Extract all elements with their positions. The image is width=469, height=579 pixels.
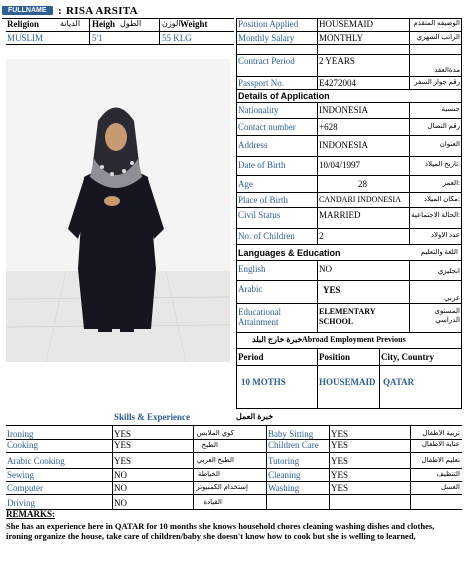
- job-ar-0: الوضيفه المتقدم: [413, 20, 460, 27]
- fullname-tag: FULLNAME: [2, 6, 53, 15]
- job-value-2: 2 YEARS: [319, 57, 355, 66]
- skill-left-label-2: Arabic Cooking: [7, 457, 65, 466]
- skill-right-label-1: Children Care: [268, 441, 319, 450]
- skill-left-label-1: Cooking: [7, 441, 39, 450]
- skill-left-value-4: NO: [114, 484, 127, 493]
- skill-right-value-4: YES: [331, 484, 349, 493]
- skill-left-ar-3: الخياطة: [197, 471, 220, 478]
- skill-right-value-2: YES: [331, 457, 349, 466]
- detail-ar-4: العمر:: [442, 180, 460, 187]
- skill-right-label-0: Baby Sitting: [268, 430, 314, 439]
- lang-value-2: ELEMENTARY SCHOOL: [319, 307, 376, 326]
- detail-label-7: No. of Children: [238, 232, 295, 241]
- applicant-photo: [6, 59, 230, 362]
- lang-ar-0: انجليزي: [437, 268, 460, 275]
- job-ar-2: مدةالعقد: [434, 67, 460, 74]
- skill-left-ar-5: القيادة: [203, 499, 222, 506]
- skill-left-value-2: YES: [114, 457, 132, 466]
- religion-value: MUSLIM: [7, 34, 44, 43]
- detail-value-2: INDONESIA: [319, 141, 368, 150]
- job-ar-3: رقم جواز السفر: [414, 79, 460, 86]
- skill-right-ar-2: تعليم الأطفال: [421, 457, 460, 464]
- detail-value-7: 2: [319, 232, 324, 241]
- height-ar: الطول: [120, 20, 142, 28]
- weight-value: 55 KLG: [162, 34, 192, 43]
- lang-value-1: YES: [323, 286, 341, 295]
- lang-label-1: Arabic: [238, 285, 263, 294]
- header-line: [2, 18, 234, 19]
- lang-label-0: English: [238, 265, 266, 274]
- detail-ar-3: تاريخ الميلاد:: [424, 161, 460, 168]
- skill-right-value-3: YES: [331, 471, 349, 480]
- job-label-1: Monthly Salary: [238, 34, 295, 43]
- remarks-text: She has an experience here in QATAR for 10 months she knows household chores cleaning washing dishes and clothes, ironing organize the house, take care of children/baby she doesn't know how to cook but she is welling to learned,: [6, 521, 435, 541]
- skill-right-value-0: YES: [331, 430, 349, 439]
- skill-left-value-1: YES: [114, 441, 132, 450]
- skill-right-ar-3: التنظيف: [436, 471, 460, 478]
- abroad-period: 10 MOTHS: [241, 378, 286, 387]
- languages-title-ar: اللغة والتعليم: [420, 249, 458, 256]
- skill-right-ar-1: عناية الأطفال: [421, 441, 460, 448]
- height-value: 5'1: [92, 34, 103, 43]
- detail-value-5: CANDARI INDONESIA: [319, 196, 401, 204]
- skill-left-value-5: NO: [114, 499, 127, 508]
- detail-label-2: Address: [238, 141, 268, 150]
- applicant-name: RISA ARSITA: [66, 6, 138, 17]
- weight-label: Weight: [180, 20, 208, 29]
- detail-value-0: INDONESIA: [319, 106, 368, 115]
- detail-value-6: MARRIED: [319, 211, 361, 220]
- abroad-header-period: Period: [238, 353, 264, 362]
- skill-left-ar-4: إستخدام الكمبيوتر: [196, 484, 248, 491]
- skill-left-ar-0: كوي الملابس: [196, 430, 234, 437]
- religion-ar: الديانة: [60, 20, 81, 28]
- remarks-title: REMARKS:: [6, 510, 55, 519]
- skill-right-label-3: Cleaning: [268, 471, 301, 480]
- skill-left-value-0: YES: [114, 430, 132, 439]
- detail-label-4: Age: [238, 180, 253, 189]
- detail-label-1: Contact number: [238, 123, 296, 132]
- skill-left-label-3: Sewing: [7, 471, 34, 480]
- detail-ar-1: رقم التصال: [427, 123, 460, 130]
- detail-label-3: Date of Birth: [238, 161, 286, 170]
- lang-ar-1: عربي: [444, 295, 460, 302]
- detail-ar-7: عدد الاولاد: [430, 232, 460, 239]
- skill-left-label-0: Ironing: [7, 430, 34, 439]
- job-value-1: MONTHLY: [319, 34, 364, 43]
- skill-left-label-4: Computer: [7, 484, 43, 493]
- skill-left-label-5: Driving: [7, 499, 35, 508]
- photo-illustration: [6, 59, 230, 362]
- abroad-country: QATAR: [383, 378, 415, 387]
- height-label: Heigh: [92, 20, 116, 29]
- lang-value-0: NO: [319, 265, 332, 274]
- job-label-2: Contract Period: [238, 57, 295, 66]
- skill-right-value-1: YES: [331, 441, 349, 450]
- skill-right-label-4: Washing: [268, 484, 300, 493]
- skills-title-ar: خبرة العمل: [236, 413, 274, 421]
- detail-label-5: Place of Birth: [238, 196, 288, 205]
- detail-value-3: 10/04/1997: [319, 161, 361, 170]
- skill-left-ar-2: الطبخ العربي: [196, 457, 234, 464]
- weight-ar: الوزن: [162, 20, 181, 28]
- skill-right-ar-4: الغسل: [440, 484, 460, 491]
- abroad-header-country: City, Country: [381, 353, 435, 362]
- skill-right-label-2: Tutoring: [268, 457, 300, 466]
- skills-title: Skills & Experience: [114, 413, 190, 422]
- skill-left-value-3: NO: [114, 471, 127, 480]
- detail-value-4: 28: [358, 180, 367, 189]
- job-value-3: E4272004: [319, 79, 356, 88]
- detail-label-0: Nationality: [238, 106, 279, 115]
- job-label-3: Passport No.: [238, 79, 285, 88]
- name-prefix: :: [58, 6, 62, 17]
- job-ar-1: الراتب الشهري: [416, 34, 460, 41]
- religion-label: Religion: [7, 20, 40, 29]
- abroad-title: Abroad Employment Previous: [302, 336, 406, 344]
- lang-label-2: Educational Attainment: [238, 307, 281, 327]
- detail-value-1: +628: [319, 123, 338, 132]
- skill-left-ar-1: الطبخ: [201, 442, 218, 449]
- details-title: Details of Application: [238, 92, 330, 101]
- detail-ar-0: جنسية: [441, 106, 460, 113]
- detail-label-6: Civil Status: [238, 211, 281, 220]
- job-value-0: HOUSEMAID: [319, 20, 373, 29]
- languages-title: Languages & Education: [238, 249, 341, 258]
- job-label-0: Position Applied: [238, 20, 299, 29]
- skill-right-ar-0: تربية الأطفال: [422, 430, 460, 437]
- abroad-header-position: Position: [319, 353, 351, 362]
- abroad-title-ar: خبرة خارج البلد: [252, 336, 303, 344]
- detail-ar-2: العنوان: [439, 141, 460, 148]
- detail-ar-6: الحالة الاجتماعية:: [411, 211, 460, 219]
- abroad-position: HOUSEMAID: [319, 378, 376, 387]
- lang-ar-2: المستوى الدراسي: [434, 307, 460, 324]
- detail-ar-5: مكان الميلاد:: [423, 196, 460, 203]
